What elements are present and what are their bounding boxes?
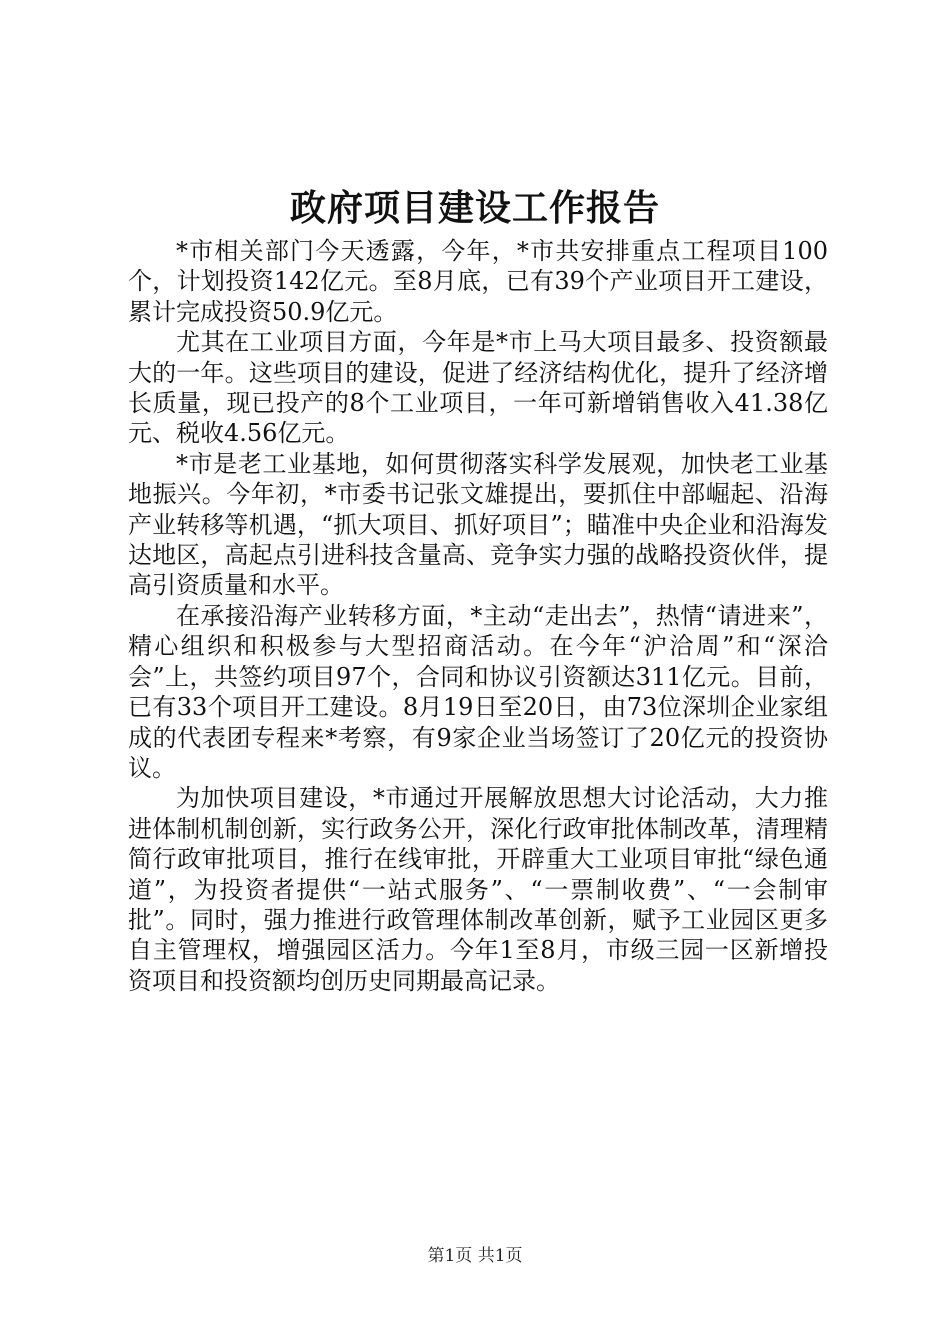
document-body — [128, 236, 828, 996]
document-title: 政府项目建设工作报告 — [289, 187, 660, 229]
page-footer: 第1页 共1页 — [427, 1246, 523, 1266]
paragraph-5: 为加快项目建设，*市通过开展解放思想大讨论活动，大力推进体制机制创新，实行政务公开，深化行政审批体制改革，清理精简行政审批项目，推行在线审批，开辟重大工业项目审批“绿色通道”，为投资者提供“一站式服务”、“一票制收费”、“一会制审批”。同时，强力推进行政管理体制改革创新，赋予工业园区更多自主管理权，增强园区活力。今年1至8月，市级三园一区新增投资项目和投资额均创历史同期最高记录。 — [128, 784, 828, 995]
paragraph-2: 尤其在工业项目方面，今年是*市上马大项目最多、投资额最大的一年。这些项目的建设，促进了经济结构优化，提升了经济增长质量，现已投产的8个工业项目，一年可新增销售收入41.38亿元、税收4.56亿元。 — [128, 328, 828, 448]
paragraph-3: *市是老工业基地，如何贯彻落实科学发展观，加快老工业基地振兴。今年初，*市委书记张文雄提出，要抓住中部崛起、沿海产业转移等机遇，“抓大项目、抓好项目”；瞄准中央企业和沿海发达地区，高起点引进科技含量高、竞争实力强的战略投资伙伴，提高引资质量和水平。 — [128, 449, 828, 600]
paragraph-4: 在承接沿海产业转移方面，*主动“走出去”，热情“请进来”，精心组织和积极参与大型招商活动。在今年“沪洽周”和“深洽会”上，共签约项目97个，合同和协议引资额达311亿元。目前，已有33个项目开工建设。8月19日至20日，由73位深圳企业家组成的代表团专程来*考察，有9家企业当场签订了20亿元的投资协议。 — [128, 601, 828, 782]
paragraph-1: *市相关部门今天透露，今年，*市共安排重点工程项目100个，计划投资142亿元。至8月底，已有39个产业项目开工建设，累计完成投资50.9亿元。 — [128, 237, 828, 326]
